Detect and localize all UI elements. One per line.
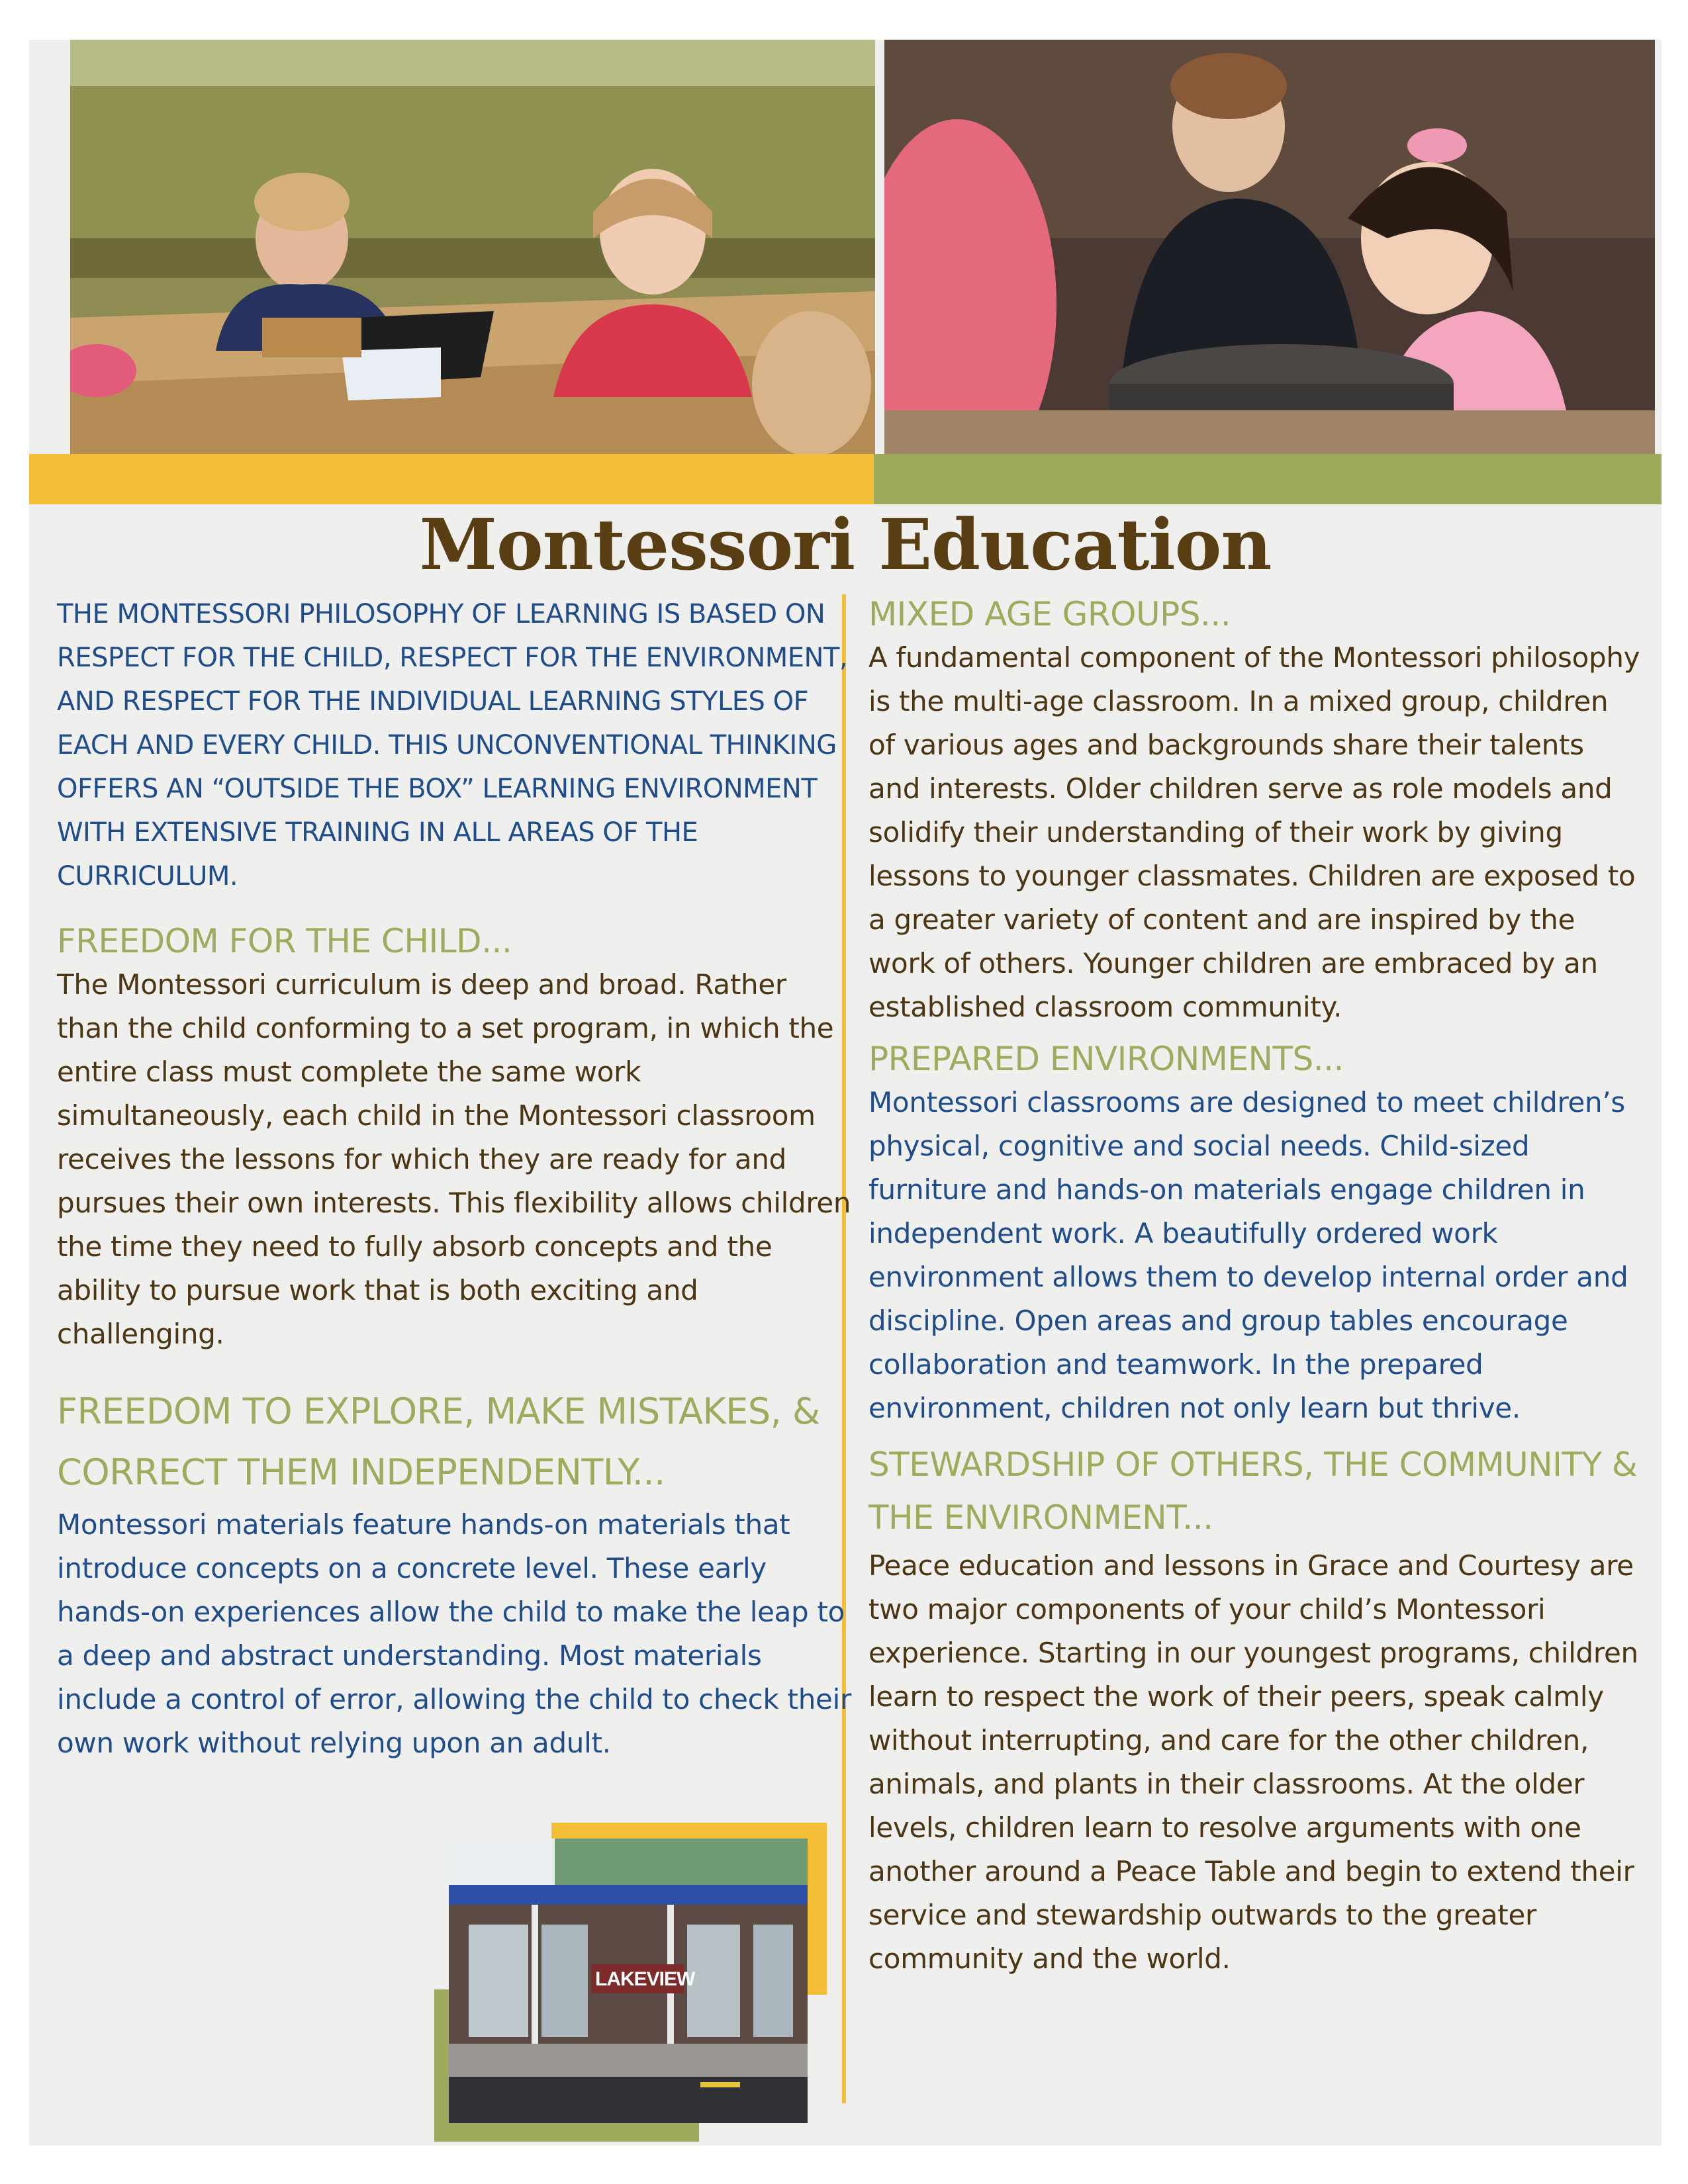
prepared-environments-body: Montessori classrooms are designed to meet children’s physical, cognitive and social needs. Child-sized furniture and hands-on materials engage children in independent work. A beautifully ordered work environment allows them to develop internal order and discipline. Open areas and group tables encourage collaboration and teamwork. In the prepared environment, children not only learn but thrive. — [868, 1086, 1628, 1424]
stewardship-heading: STEWARDSHIP OF OTHERS, THE COMMUNITY & THE ENVIRONMENT... — [868, 1445, 1638, 1537]
classroom-photo-right — [884, 40, 1655, 454]
school-building-photo — [449, 1839, 808, 2123]
mixed-age-heading: MIXED AGE GROUPS... — [868, 595, 1231, 633]
freedom-child-body: The Montessori curriculum is deep and broad. Rather than the child conforming to a set program, in which the entire class must complete the same work simultaneously, each child in the Montessori classroom receives the lessons for which they are ready for and pursues their own interests. This flexibility allows children the time they need to fully absorb concepts and the ability to pursue work that is both exciting and challenging. — [57, 968, 851, 1350]
freedom-child-heading: FREEDOM FOR THE CHILD... — [57, 922, 512, 960]
mixed-age-body: A fundamental component of the Montessori philosophy is the multi-age classroom. In a mixed group, children of various ages and backgrounds share their talents and interests. Older children serve as role models and solidify their understanding of their work by giving lessons to younger classmates. Children are exposed to a greater variety of content and are inspired by the work of others. Younger children are embraced by an established classroom community. — [868, 641, 1640, 1023]
right-column — [868, 592, 1643, 1981]
accent-band-green — [874, 454, 1662, 504]
freedom-explore-heading: FREEDOM TO EXPLORE, MAKE MISTAKES, & CORRECT THEM INDEPENDENTLY... — [57, 1390, 820, 1493]
accent-band-yellow — [29, 454, 874, 504]
intro-paragraph: THE MONTESSORI PHILOSOPHY OF LEARNING IS BASED ON RESPECT FOR THE CHILD, RESPECT FOR THE ENVIRONMENT, AND RESPECT FOR THE INDIVIDUAL LEARNING STYLES OF EACH AND EVERY CHILD. THIS UNCONVENTIONAL THINKING OFFERS AN “OUTSIDE THE BOX” LEARNING ENVIRONMENT WITH EXTENSIVE TRAINING IN ALL AREAS OF THE CURRICULUM. — [57, 599, 848, 891]
children-with-basket-image — [884, 40, 1655, 454]
classroom-photo-left — [70, 40, 875, 454]
page — [29, 40, 1662, 2146]
building-photo-frame — [434, 1823, 831, 2142]
freedom-explore-body: Montessori materials feature hands-on materials that introduce concepts on a concrete level. These early hands-on experiences allow the child to make the leap to a deep and abstract understanding. Most materials include a control of error, allowing the child to check their own work without relying upon an adult. — [57, 1508, 851, 1759]
page-title: Montessori Education — [419, 503, 1272, 586]
children-at-table-image — [70, 40, 875, 454]
stewardship-body: Peace education and lessons in Grace and Courtesy are two major components of your child’s Montessori experience. Starting in our youngest programs, children learn to respect the work of their peers, speak calmly without interrupting, and care for the other children, animals, and plants in their classrooms. At the older levels, children learn to resolve arguments with one another around a Peace Table and begin to extend their service and stewardship outwards to the greater community and the world. — [868, 1549, 1638, 1975]
building-sign-text: LAKEVIEW — [595, 1968, 695, 1990]
prepared-environments-heading: PREPARED ENVIRONMENTS... — [868, 1040, 1344, 1078]
left-column — [57, 592, 855, 1765]
